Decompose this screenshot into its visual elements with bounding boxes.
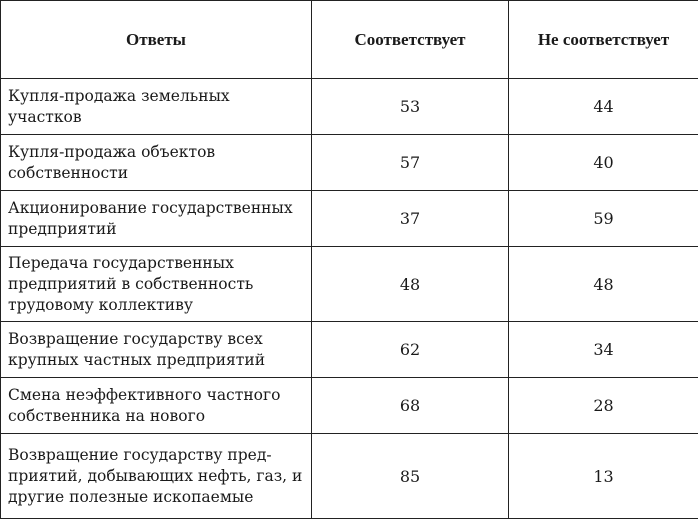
value-not-corresponds: 34 — [509, 322, 698, 378]
value-corresponds: 85 — [312, 434, 509, 519]
row-label: Купля-продажа объектов собственности — [1, 135, 312, 191]
row-label: Смена неэффективного частного собственника на нового — [1, 378, 312, 434]
row-label: Купля-продажа земельных участков — [1, 79, 312, 135]
value-not-corresponds: 13 — [509, 434, 698, 519]
value-not-corresponds: 40 — [509, 135, 698, 191]
table-row — [1, 434, 698, 519]
value-corresponds: 62 — [312, 322, 509, 378]
row-label: Акционирование государственных предприятий — [1, 191, 312, 247]
header-row — [1, 1, 698, 79]
row-label: Возвращение государству предприятий, добывающих нефть, газ, и другие полезные ископаемые — [1, 434, 312, 519]
value-corresponds: 53 — [312, 79, 509, 135]
table-row — [1, 378, 698, 434]
value-corresponds: 48 — [312, 247, 509, 322]
row-label: Передача государственных предприятий в собственность трудовому коллективу — [1, 247, 312, 322]
table-row — [1, 79, 698, 135]
row-label: Возвращение государству всех крупных частных предприятий — [1, 322, 312, 378]
value-not-corresponds: 28 — [509, 378, 698, 434]
value-corresponds: 68 — [312, 378, 509, 434]
table-row — [1, 322, 698, 378]
header-not-corresponds: Не соответствует — [509, 1, 698, 79]
value-not-corresponds: 44 — [509, 79, 698, 135]
table-row — [1, 191, 698, 247]
value-corresponds: 57 — [312, 135, 509, 191]
header-corresponds: Соответствует — [312, 1, 509, 79]
value-not-corresponds: 59 — [509, 191, 698, 247]
value-not-corresponds: 48 — [509, 247, 698, 322]
header-answers: Ответы — [1, 1, 312, 79]
value-corresponds: 37 — [312, 191, 509, 247]
table-row — [1, 135, 698, 191]
table-row — [1, 247, 698, 322]
